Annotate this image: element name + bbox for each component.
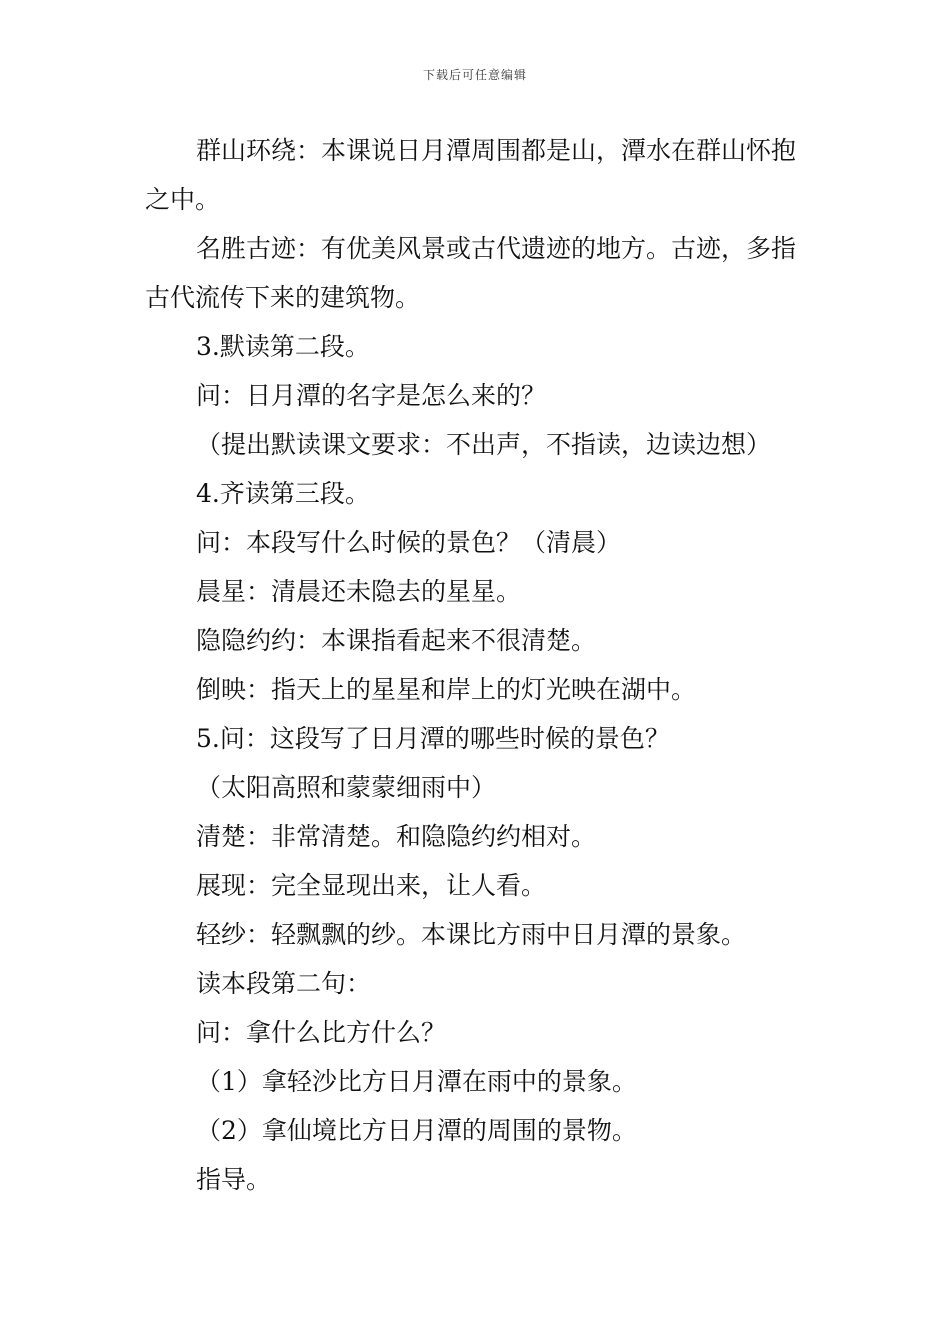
paragraph: 倒映：指天上的星星和岸上的灯光映在湖中。 [196,675,697,704]
paragraph: 展现：完全显现出来，让人看。 [196,871,547,900]
paragraph: （太阳高照和蒙蒙细雨中） [196,773,497,802]
paragraph: 轻纱：轻飘飘的纱。本课比方雨中日月潭的景象。 [196,920,747,949]
paragraph: 清楚：非常清楚。和隐隐约约相对。 [196,822,597,851]
paragraph: 4.齐读第三段。 [196,479,370,508]
paragraph: 问：本段写什么时候的景色？（清晨） [196,528,622,557]
paragraph: 晨星：清晨还未隐去的星星。 [196,577,522,606]
paragraph: 问：拿什么比方什么？ [196,1018,447,1047]
document-body [145,126,810,1204]
paragraph: （1）拿轻沙比方日月潭在雨中的景象。 [196,1067,637,1096]
paragraph: 读本段第二句： [196,969,372,998]
paragraph: 名胜古迹：有优美风景或古代遗迹的地方。古迹，多指古代流传下来的建筑物。 [145,234,797,312]
paragraph: （提出默读课文要求：不出声，不指读，边读边想） [196,430,772,459]
paragraph: 问：日月潭的名字是怎么来的？ [196,381,547,410]
paragraph: 3.默读第二段。 [196,332,370,361]
paragraph: 群山环绕：本课说日月潭周围都是山，潭水在群山怀抱之中。 [145,136,797,214]
page-header: 下载后可任意编辑 [422,68,527,82]
paragraph: 指导。 [196,1165,272,1194]
paragraph: 隐隐约约：本课指看起来不很清楚。 [196,626,597,655]
paragraph: 5.问：这段写了日月潭的哪些时候的景色？ [196,724,670,753]
paragraph: （2）拿仙境比方日月潭的周围的景物。 [196,1116,637,1145]
